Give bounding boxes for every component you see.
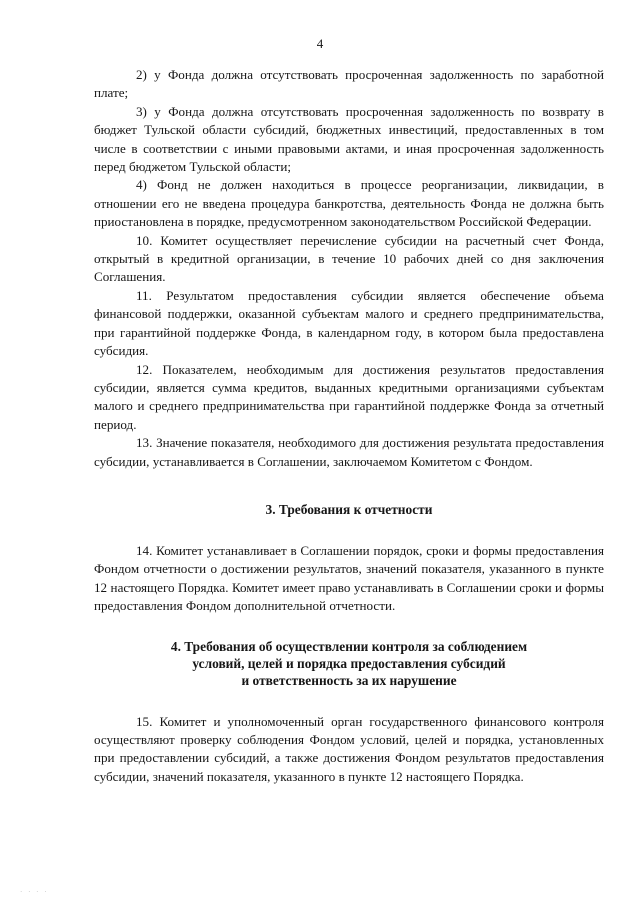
- section-3-heading: 3. Требования к отчетности: [265, 501, 433, 517]
- page-number: 4: [316, 36, 324, 51]
- paragraph-clause-11: 11. Результатом предоставления субсидии является обеспечение объема финансовой поддержки, оказанной субъектам малого и среднего предпринимательства, при гарантийной поддержке Фонда, в календарном году, в котором была предоставлена субсидия.: [94, 287, 604, 359]
- section-4-heading-line-1: 4. Требования об осуществлении контроля за соблюдением: [170, 638, 528, 654]
- section-4-heading-line-2: условий, целей и порядка предоставления субсидий: [192, 655, 506, 671]
- paragraph-clause-15: 15. Комитет и уполномоченный орган государственного финансового контроля осуществляют проверку соблюдения Фондом условий, целей и порядка, установленных при предоставлении субсидий, а также достижения Фондом результатов предоставления субсидии, значений показателя, указанного в пункте 12 настоящего Порядка.: [94, 713, 604, 784]
- paragraph-clause-14: 14. Комитет устанавливает в Соглашении порядок, сроки и формы предоставления Фондом отчетности о достижении результатов, значений показателя, указанного в пункте 12 настоящего Порядка. Комитет имеет право устанавливать в Соглашении сроки и формы предоставления Фондом дополнительной отчетности.: [94, 542, 604, 614]
- paragraph-clause-10: 10. Комитет осуществляет перечисление субсидии на расчетный счет Фонда, открытый в кредитной организации, в течение 10 рабочих дней со дня заключения Соглашения.: [94, 232, 604, 285]
- paragraph-item-2: 2) у Фонда должна отсутствовать просроченная задолженность по заработной плате;: [94, 67, 604, 101]
- section-4-heading-line-3: и ответственность за их нарушение: [241, 672, 457, 688]
- paragraph-clause-13: 13. Значение показателя, необходимого для достижения результата предоставления субсидии, устанавливается в Соглашении, заключаемом Комитетом с Фондом.: [94, 435, 604, 469]
- scan-marks: · · · ·: [20, 888, 49, 896]
- paragraph-item-4: 4) Фонд не должен находиться в процессе реорганизации, ликвидации, в отношении его не введена процедура банкротства, деятельность Фонда не должна быть приостановлена в порядке, предусмотренном законодательством Российской Федерации.: [94, 177, 604, 230]
- section-4-heading: [94, 638, 604, 689]
- paragraph-item-3: 3) у Фонда должна отсутствовать просроченная задолженность по возврату в бюджет Тульской области субсидий, бюджетных инвестиций, предоставленных в том числе в соответствии с иными правовыми актами, и иная просроченная задолженность перед бюджетом Тульской области;: [94, 103, 604, 175]
- document-body: [94, 66, 604, 786]
- paragraph-clause-12: 12. Показателем, необходимым для достижения результатов предоставления субсидии, является сумма кредитов, выданных кредитными организациями субъектам малого и среднего предпринимательства при гарантийной поддержке Фонда за отчетный период.: [94, 361, 604, 432]
